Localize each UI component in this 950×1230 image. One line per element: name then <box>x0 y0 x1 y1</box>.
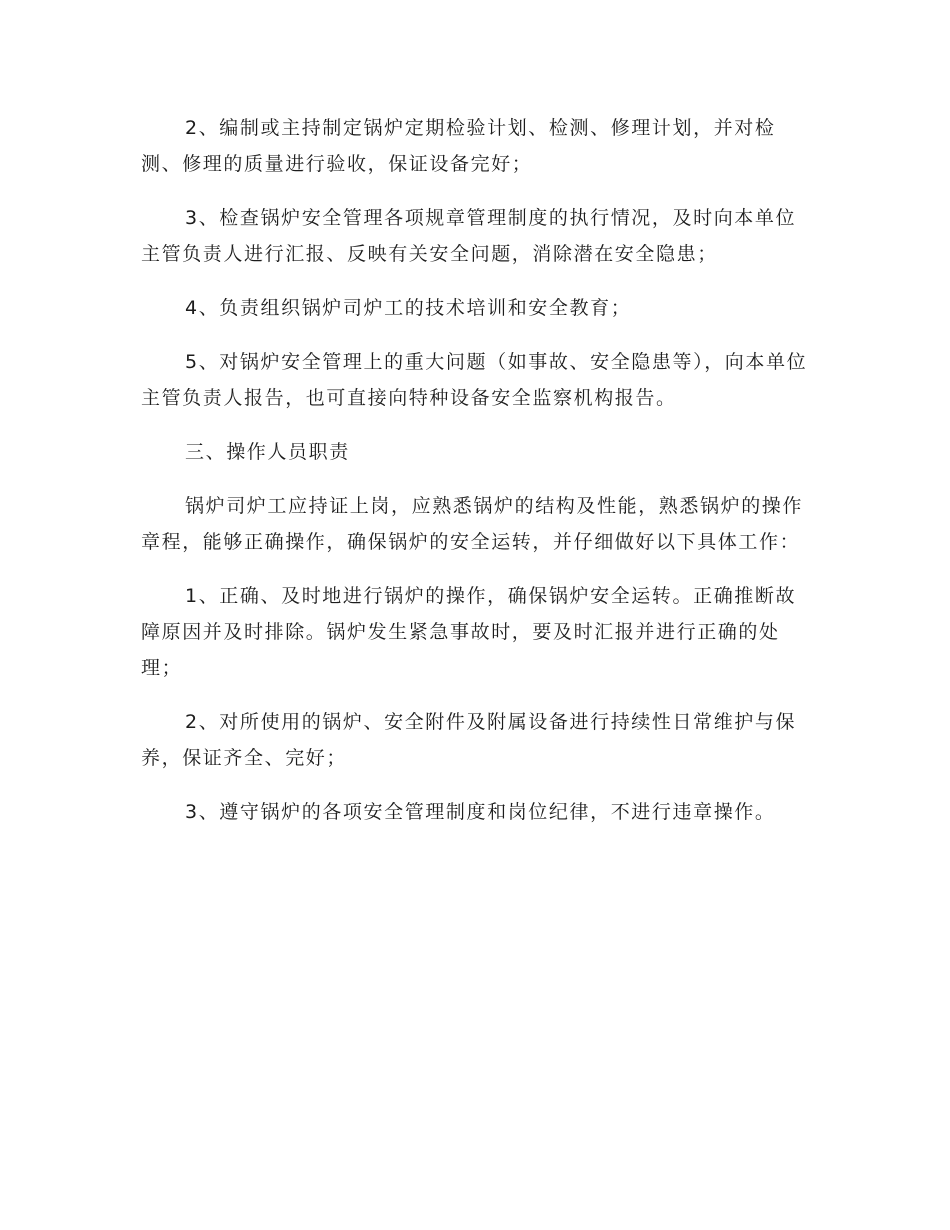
paragraph-duty-3-rules-check: 3、检查锅炉安全管理各项规章管理制度的执行情况，及时向本单位主管负责人进行汇报、反映有关安全问题，消除潜在安全隐患； <box>141 207 797 265</box>
paragraph-duty-5-report: 5、对锅炉安全管理上的重大问题（如事故、安全隐患等），向本单位主管负责人报告，也可直接向特种设备安全监察机构报告。 <box>141 351 808 409</box>
section-heading-operator-duties: 三、操作人员职责 <box>185 441 350 463</box>
paragraph-operator-duty-1: 1、正确、及时地进行锅炉的操作，确保锅炉安全运转。正确推断故障原因并及时排除。锅炉发生紧急事故时，要及时汇报并进行正确的处理； <box>141 585 797 679</box>
paragraph-operator-duty-3: 3、遵守锅炉的各项安全管理制度和岗位纪律，不进行违章操作。 <box>185 801 776 823</box>
document-body <box>141 110 811 848</box>
paragraph-operator-duty-2: 2、对所使用的锅炉、安全附件及附属设备进行持续性日常维护与保养，保证齐全、完好； <box>141 711 797 769</box>
paragraph-duty-2-inspection-plan: 2、编制或主持制定锅炉定期检验计划、检测、修理计划，并对检测、修理的质量进行验收，保证设备完好； <box>141 117 776 175</box>
paragraph-operator-intro: 锅炉司炉工应持证上岗，应熟悉锅炉的结构及性能，熟悉锅炉的操作章程，能够正确操作，确保锅炉的安全运转，并仔细做好以下具体工作： <box>141 495 804 553</box>
paragraph-duty-4-training: 4、负责组织锅炉司炉工的技术培训和安全教育； <box>185 297 632 319</box>
